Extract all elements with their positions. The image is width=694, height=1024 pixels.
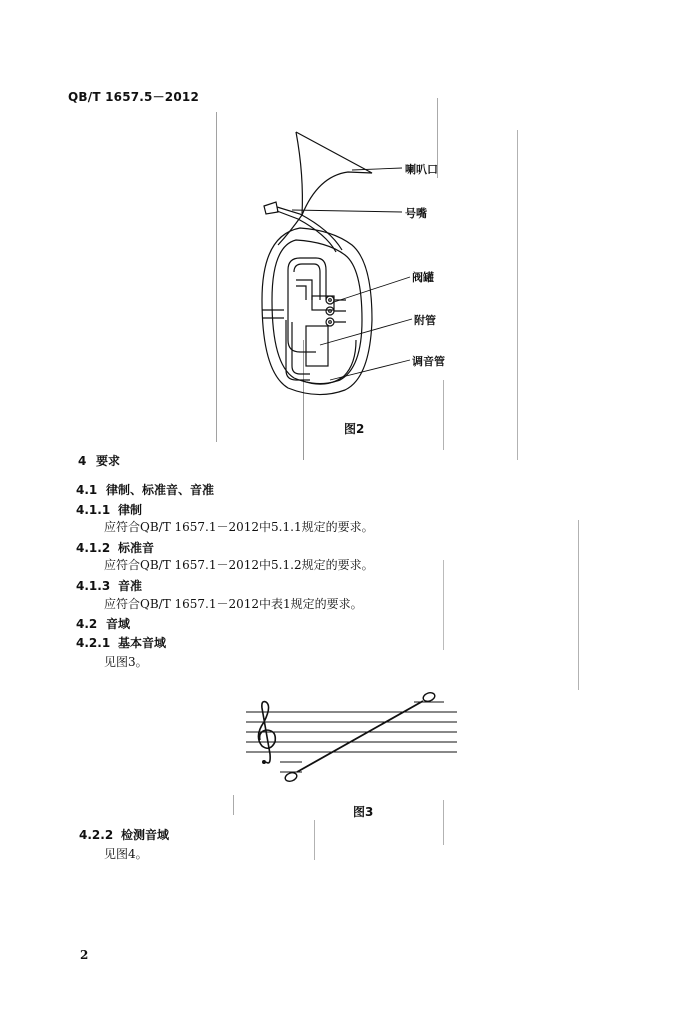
section-title: 音准 [118, 579, 143, 593]
section-number: 4.2 [76, 617, 98, 631]
section-4-2-2-text: 见图4。 [104, 847, 148, 861]
section-title: 律制、标准音、音准 [106, 483, 215, 497]
section-number: 4.1.1 [76, 503, 111, 517]
section-number: 4 [78, 454, 87, 468]
section-title: 基本音域 [118, 636, 167, 650]
section-title: 音域 [106, 617, 131, 631]
page-number: 2 [80, 948, 89, 962]
section-number: 4.1.3 [76, 579, 111, 593]
label-tuning-slide: 调音管 [412, 355, 445, 368]
standard-code-header: QB/T 1657.5－2012 [68, 90, 199, 104]
low-note [284, 771, 298, 783]
label-valve-slide: 附管 [414, 314, 436, 327]
section-number: 4.1.2 [76, 541, 111, 555]
section-4-1-2-text: 应符合QB/T 1657.1－2012中5.1.2规定的要求。 [104, 558, 374, 572]
section-title: 检测音域 [121, 828, 170, 842]
section-title: 标准音 [118, 541, 155, 555]
section-number: 4.2.1 [76, 636, 111, 650]
section-4-2-2-heading [79, 826, 169, 843]
figure2-caption: 图2 [344, 422, 365, 436]
section-4-1-3-text: 应符合QB/T 1657.1－2012中表1规定的要求。 [104, 597, 363, 611]
label-bell: 喇叭口 [405, 163, 438, 176]
high-note [422, 691, 436, 703]
label-valve-casing: 阀罐 [412, 271, 434, 284]
section-4-1-1-text: 应符合QB/T 1657.1－2012中5.1.1规定的要求。 [104, 520, 374, 534]
treble-clef-icon [258, 702, 275, 763]
staff-lines [246, 712, 457, 752]
figure3-caption: 图3 [353, 805, 374, 819]
section-4-2-1-text: 见图3。 [104, 655, 148, 669]
section-title: 要求 [96, 454, 121, 468]
label-mouthpiece: 号嘴 [405, 207, 427, 220]
section-number: 4.1 [76, 483, 98, 497]
section-title: 律制 [118, 503, 143, 517]
section-number: 4.2.2 [79, 828, 114, 842]
